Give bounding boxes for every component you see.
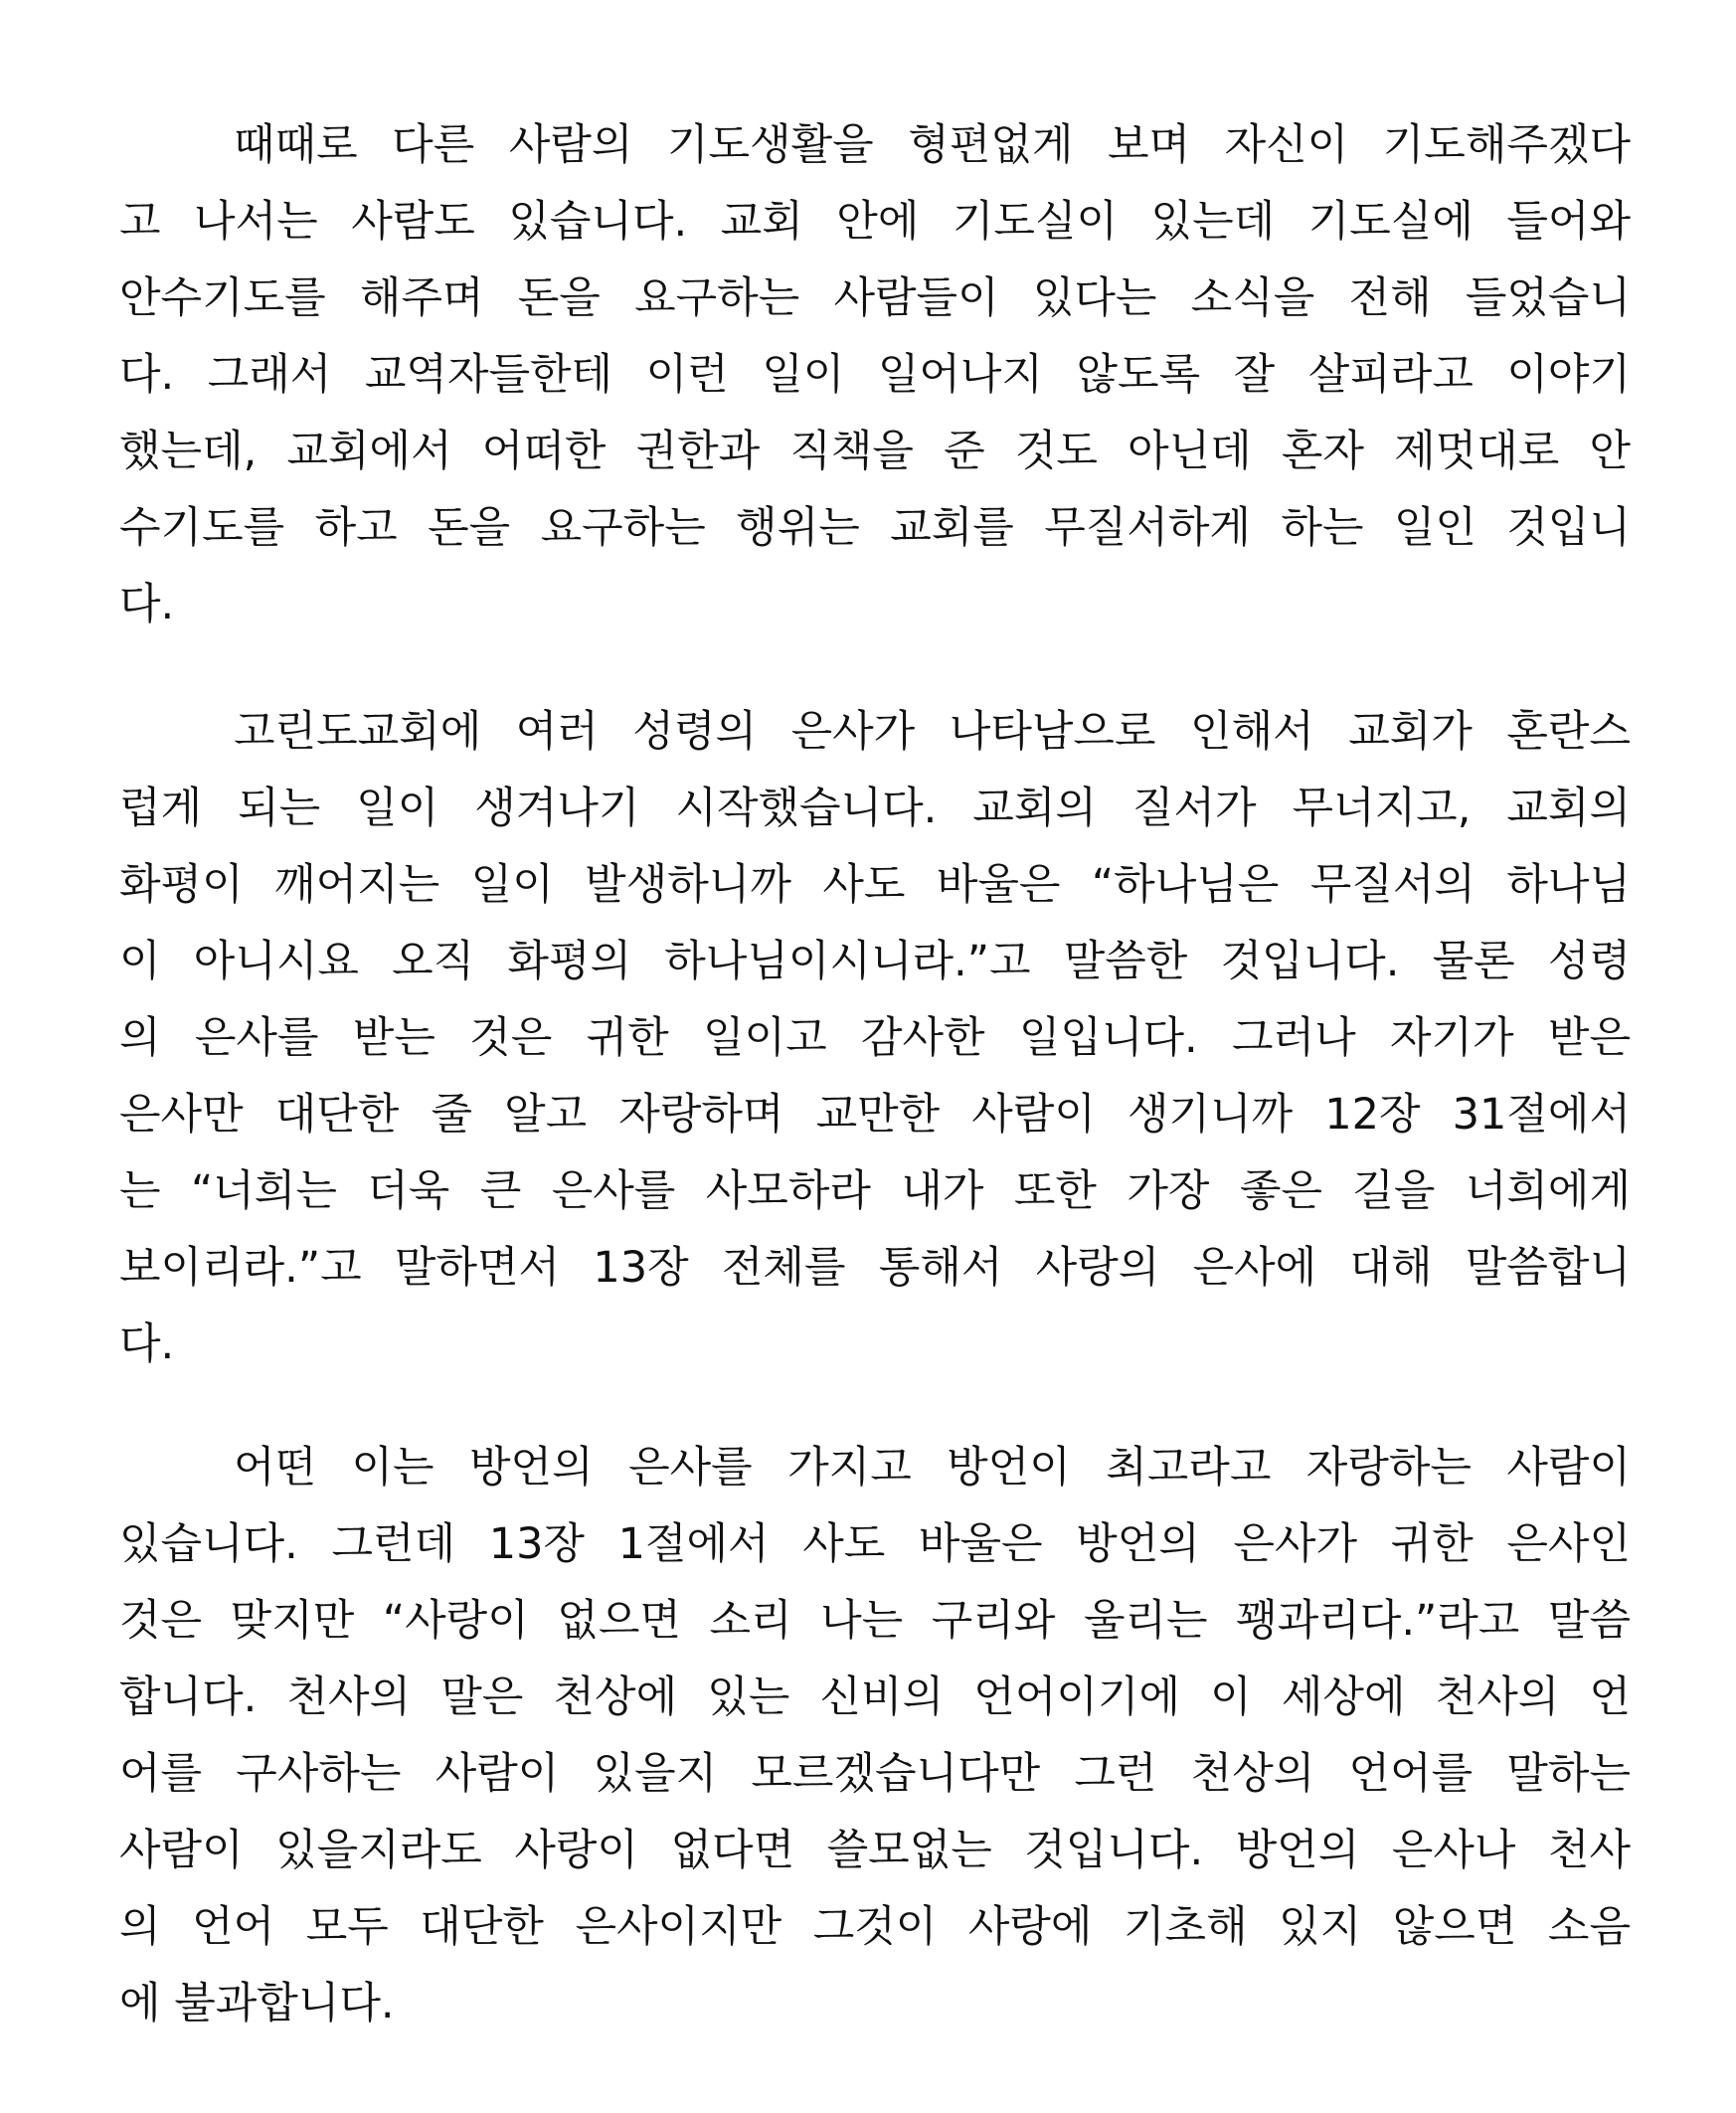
- paragraph-line: 다.: [119, 580, 175, 629]
- paragraph-line: 있습니다. 그런데 13장 1절에서 사도 바울은 방언의 은사가 귀한 은사인: [119, 1519, 1631, 1569]
- paragraph-line: 고 나서는 사람도 있습니다. 교회 안에 기도실이 있는데 기도실에 들어와: [119, 197, 1631, 247]
- paragraph-line: 다. 그래서 교역자들한테 이런 일이 일어나지 않도록 잘 살피라고 이야기: [119, 350, 1631, 400]
- paragraph-line: 의 은사를 받는 것은 귀한 일이고 감사한 일입니다. 그러나 자기가 받은: [119, 1013, 1631, 1063]
- paragraph-line: 사람이 있을지라도 사랑이 없다면 쓸모없는 것입니다. 방언의 은사나 천사: [119, 1826, 1631, 1875]
- paragraph-line: 고린도교회에 여러 성령의 은사가 나타남으로 인해서 교회가 혼란스: [234, 707, 1631, 757]
- paragraph-line: 안수기도를 해주며 돈을 요구하는 사람들이 있다는 소식을 전해 들었습니: [119, 273, 1631, 323]
- paragraph-line: 어떤 이는 방언의 은사를 가지고 방언이 최고라고 자랑하는 사람이: [234, 1443, 1631, 1493]
- paragraph-3: [119, 1430, 1631, 2042]
- paragraph-line: 것은 맞지만 “사랑이 없으면 소리 나는 구리와 울리는 꽹과리다.”라고 말씀: [119, 1596, 1631, 1646]
- paragraph-2: [119, 694, 1631, 1383]
- paragraph-line: 에 불과합니다.: [119, 1979, 395, 2028]
- paragraph-line: 의 언어 모두 대단한 은사이지만 그것이 사랑에 기초해 있지 않으면 소음: [119, 1902, 1631, 1952]
- paragraph-line: 때때로 다른 사람의 기도생활을 형편없게 보며 자신이 기도해주겠다: [234, 120, 1631, 170]
- paragraph-line: 다.: [119, 1320, 175, 1369]
- paragraph-line: 어를 구사하는 사람이 있을지 모르겠습니다만 그런 천상의 언어를 말하는: [119, 1749, 1631, 1799]
- paragraph-line: 화평이 깨어지는 일이 발생하니까 사도 바울은 “하나님은 무질서의 하나님: [119, 860, 1631, 910]
- paragraph-line: 는 “너희는 더욱 큰 은사를 사모하라 내가 또한 가장 좋은 길을 너희에게: [119, 1166, 1631, 1216]
- paragraph-line: 이 아니시요 오직 화평의 하나님이시니라.”고 말씀한 것입니다. 물론 성령: [119, 937, 1631, 986]
- paragraph-1: [119, 107, 1631, 643]
- paragraph-line: 보이리라.”고 말하면서 13장 전체를 통해서 사랑의 은사에 대해 말씀합니: [119, 1243, 1631, 1293]
- paragraph-line: 합니다. 천사의 말은 천상에 있는 신비의 언어이기에 이 세상에 천사의 언: [119, 1673, 1631, 1722]
- paragraph-line: 수기도를 하고 돈을 요구하는 행위는 교회를 무질서하게 하는 일인 것입니: [119, 503, 1631, 553]
- paragraph-line: 은사만 대단한 줄 알고 자랑하며 교만한 사람이 생기니까 12장 31절에서: [119, 1090, 1631, 1140]
- paragraph-line: 했는데, 교회에서 어떠한 권한과 직책을 준 것도 아닌데 혼자 제멋대로 안: [119, 427, 1631, 476]
- paragraph-line: 럽게 되는 일이 생겨나기 시작했습니다. 교회의 질서가 무너지고, 교회의: [119, 784, 1631, 833]
